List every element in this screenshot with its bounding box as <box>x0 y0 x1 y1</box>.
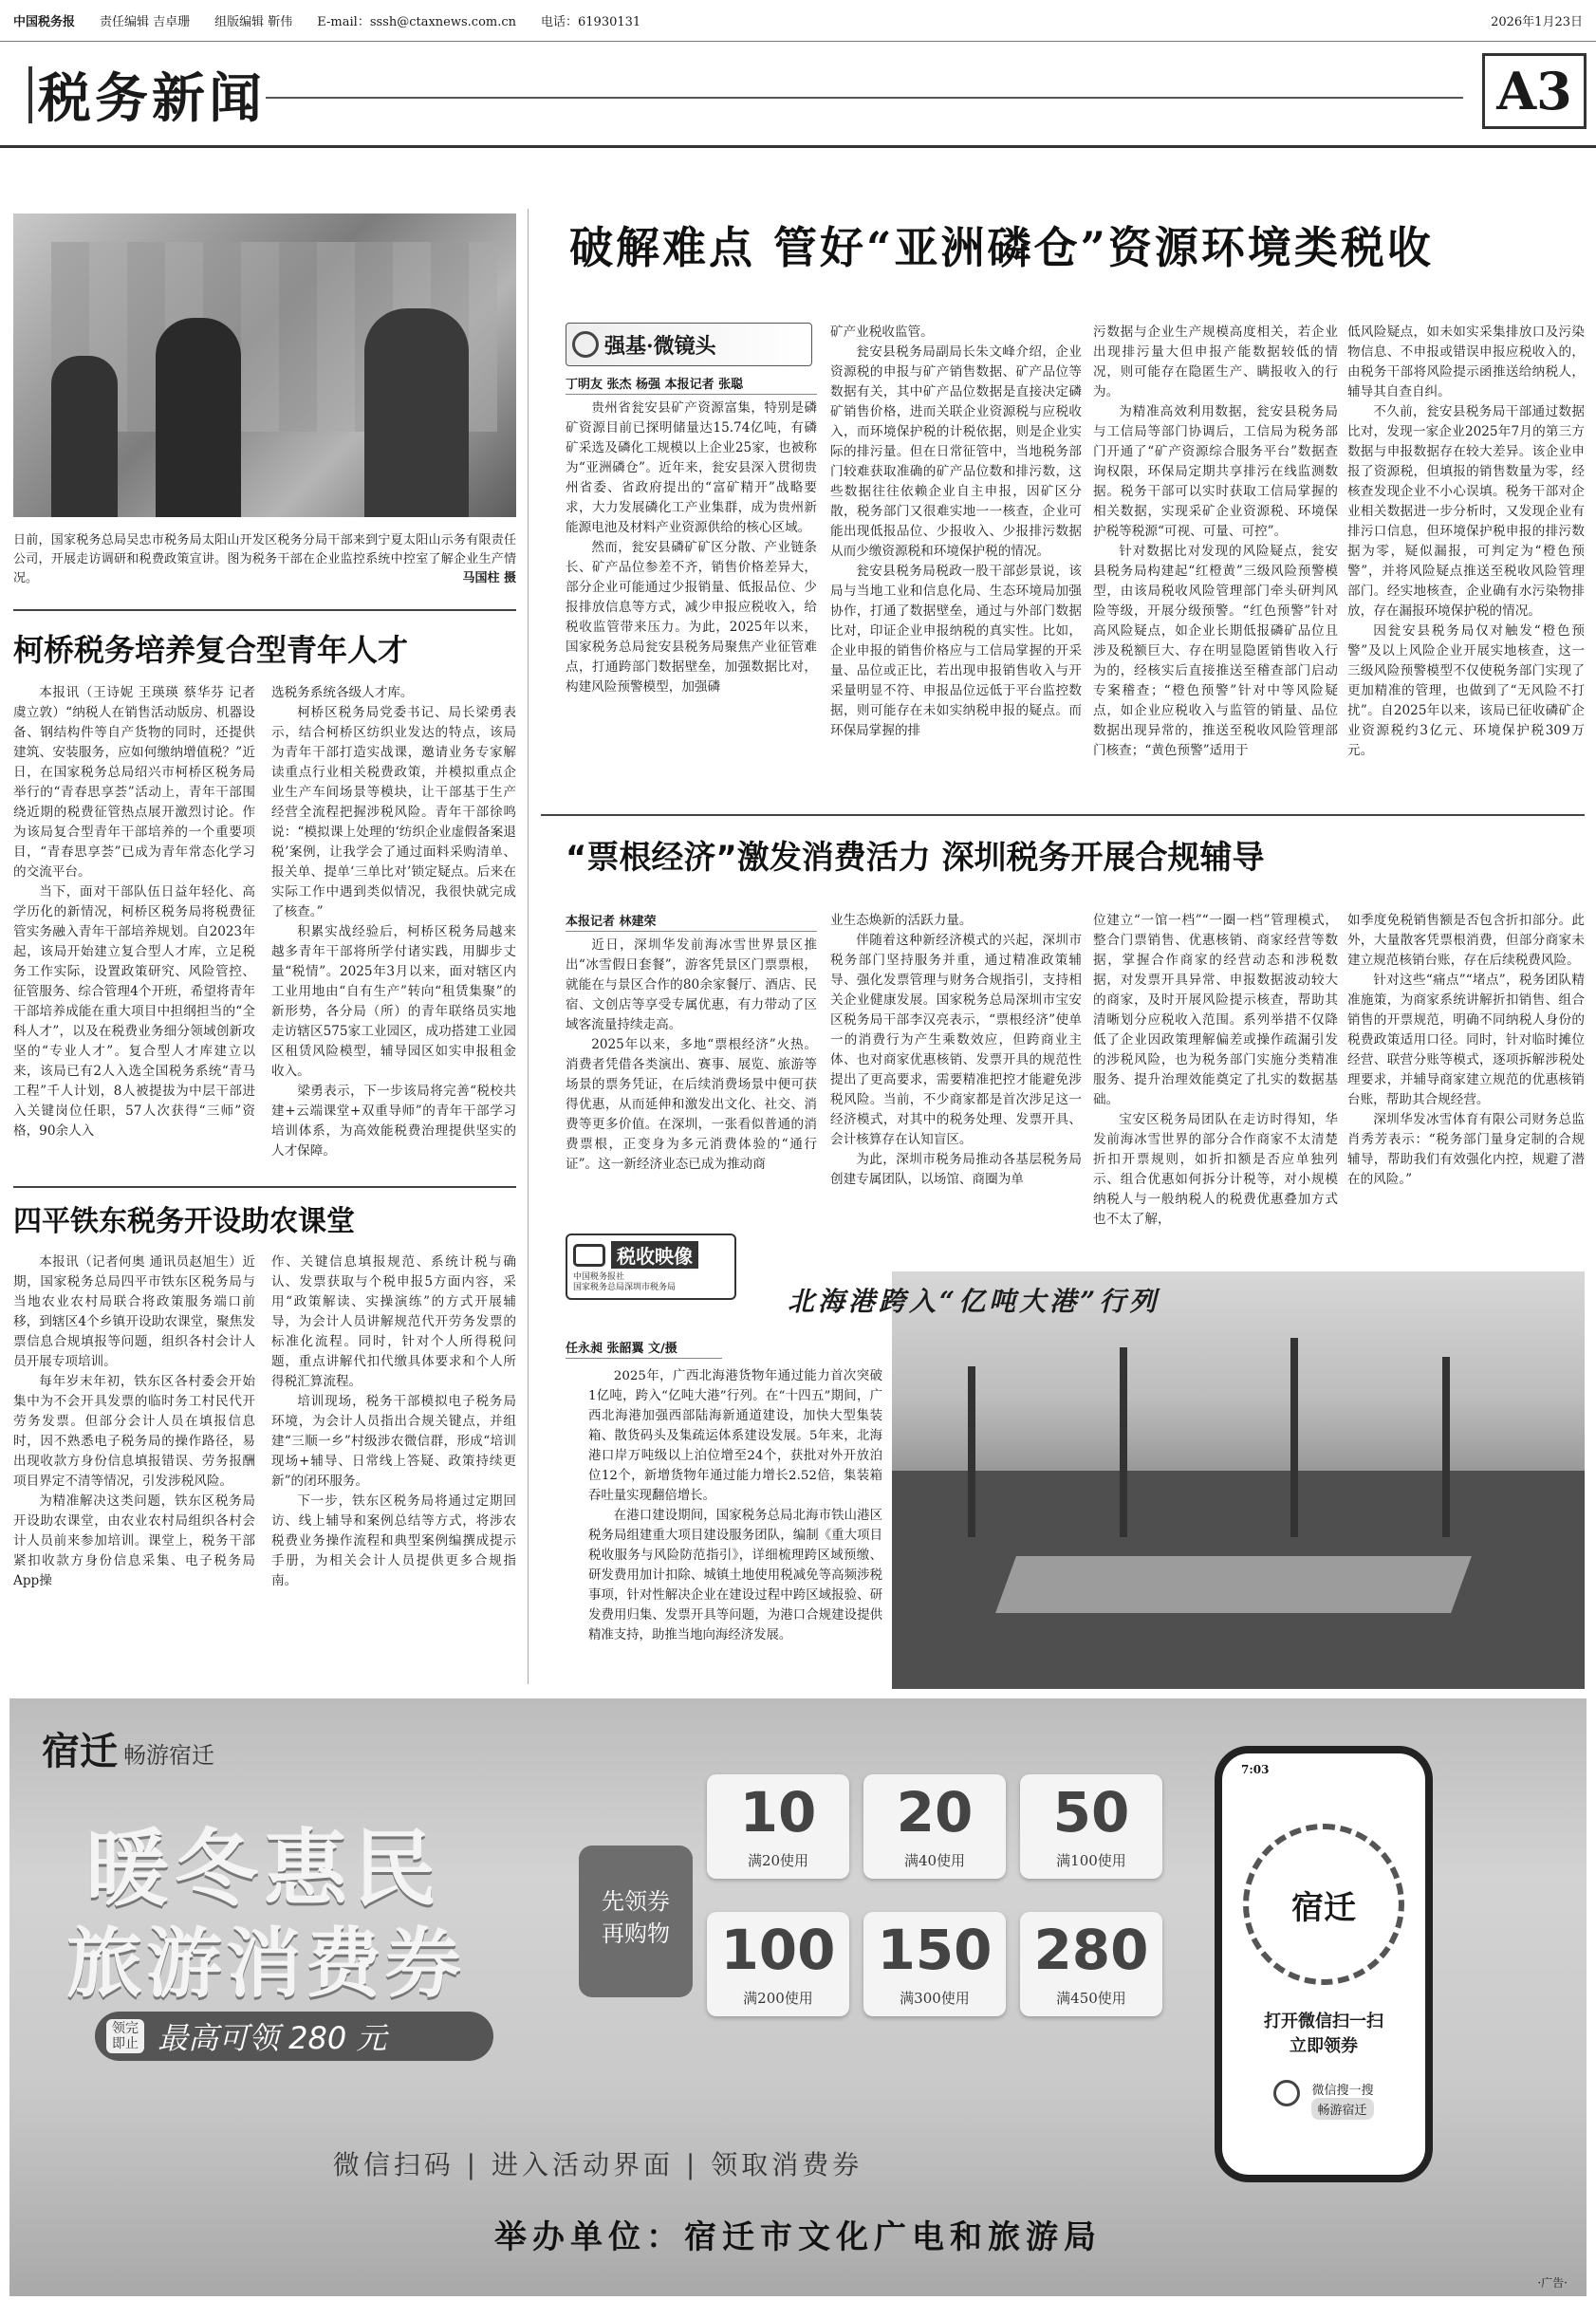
masthead <box>0 0 1596 42</box>
article4-col2 <box>830 911 1082 1211</box>
article3-col4 <box>1347 323 1585 802</box>
phone-search: 微信搜一搜 <box>1311 2084 1374 2098</box>
divider <box>13 609 516 611</box>
coupon-20[interactable] <box>863 1774 1006 1879</box>
ad-lead <box>579 1846 693 1997</box>
coupon-condition: 满20使用 <box>747 1852 809 1869</box>
photo-crane <box>968 1366 975 1537</box>
paragraph: 如季度免税销售额是否包含折扣部分。此外，大量散客凭票根消费，但部分商家未建立规范核销台账，存在后续税费风险。 <box>1347 913 1585 968</box>
photo-tax-visit <box>13 213 516 517</box>
ad-lead-2: 再购物 <box>602 1920 670 1947</box>
ad-title-2: 旅游消费券 <box>66 1920 465 2008</box>
paragraph: 污数据与企业生产规模高度相关，若企业出现排污量大但申报产能数据较低的情况，则可能存在隐匿生产、瞒报收入的行为。 <box>1093 325 1338 399</box>
paragraph: 下一步，铁东区税务局将通过定期回访、线上辅导和案例总结等方式，将涉农税费业务操作流程和典型案例编撰成提示手册，为相关会计人员提供更多合规指南。 <box>271 1493 516 1588</box>
paragraph: 低风险疑点，如未如实采集排放口及污染物信息、不申报或错误申报应税收入的，由税务干部将风险提示函推送给纳税人，辅导其自查自纠。 <box>1347 325 1585 399</box>
column-badge <box>566 323 812 366</box>
section-bar <box>28 66 32 123</box>
coupon-10[interactable] <box>707 1774 849 1879</box>
paragraph: 为精准高效利用数据，瓮安县税务局与工信局等部门协调后，工信局为税务部门开通了“矿产资源综合服务平台”数据查询权限，环保局定期共享排污在线监测数据。税务干部可以实时获取工信局掌握的相关数据，实现采矿企业资源税、环境保护税等税源“可视、可量、可控”。 <box>1093 404 1338 539</box>
paragraph: 2025年，广西北海港货物年通过能力首次突破1亿吨，跨入“亿吨大港”行列。在“十四五”期间，广西北海港加强西部陆海新通道建设，加快大型集装箱、散货码头及集疏运体系建设发展。5年来，北海港口岸万吨级以上泊位增至24个，获批对外开放泊位12个，新增货物年通过能力增长2.52倍，集装箱吞吐量实现翻倍增长。 <box>588 1369 882 1503</box>
column-name: 税收映像 <box>611 1241 698 1269</box>
coupon-condition: 满450使用 <box>1056 1990 1126 2007</box>
coupon-condition: 满100使用 <box>1056 1852 1126 1869</box>
paragraph: 培训现场，税务干部模拟电子税务局环境，为会计人员指出合规关键点，并组建“三顺一乡”村级涉农微信群，形成“培训现场+辅导、日常线上答疑、政策持续更新”的闭环服务。 <box>271 1394 516 1489</box>
paragraph: 伴随着这种新经济模式的兴起，深圳市税务部门坚持服务并重，通过精准政策辅导、强化发票管理与财务合规指引，支持相关企业健康发展。国家税务总局深圳市宝安区税务局干部李汉亮表示，“票根经济”使单一的消费行为产生乘数效应，但跨商业主体、也对商家优惠核销、发票开具的规范性提出了更高要求，需要精准把控才能避免涉税风险。当前，不少商家都是首次涉足这一经济模式，对其中的税务处理、发票开具、会计核算存在认知盲区。 <box>830 933 1082 1147</box>
paragraph: 在港口建设期间，国家税务总局北海市铁山港区税务局组建重大项目建设服务团队，编制《重大项目税收服务与风险防范指引》，详细梳理跨区域预缴、研发费用加计扣除、城镇土地使用税减免等高频涉税事项，针对性解决企业在建设过程中跨区域报验、研发费用归集、发票开具等问题，为港口合规建设提供精准支持，助推当地向海经济发展。 <box>588 1509 882 1642</box>
paragraph: 业生态焕新的活跃力量。 <box>830 913 973 928</box>
coupon-value: 20 <box>896 1780 974 1845</box>
coupon-150[interactable] <box>863 1912 1006 2016</box>
search-icon <box>1273 2080 1300 2106</box>
photo2-title: 北海港跨入“亿吨大港”行列 <box>788 1286 1160 1317</box>
coupon-100[interactable] <box>707 1912 849 2016</box>
phone: 电话：61930131 <box>541 15 641 29</box>
ad-max: 最高可领 280 元 <box>158 2020 387 2056</box>
paragraph: 瓮安县税务局副局长朱文峰介绍，企业资源税的申报与矿产销售数据、矿产品位等数据有关，其中矿产品位数据是直接决定磷矿销售价格，进而关联企业资源税与应税收入，而环境保护税的计税依据，则是企业实际的排污量。但在日常征管中，当地税务部门较难获取准确的矿产品位数和排污数，这些数据往往依赖企业自主申报，因矿区分散，税务部门又很难实地一一核查，企业可能出现低报品位、少报收入、少报排污数据从而少缴资源税和环境保护税的情况。 <box>830 344 1082 559</box>
phone-query: 畅游宿迁 <box>1311 2098 1373 2120</box>
photo-person <box>156 318 241 517</box>
ad-badge: 领完即止 <box>106 2019 144 2053</box>
photo-person <box>364 308 469 517</box>
date: 2026年1月23日 <box>1491 15 1583 29</box>
caption-text: 日前，国家税务总局吴忠市税务局太阳山开发区税务分局干部来到宁夏太阳山示务有限责任公司，开展走访调研和税费政策宣讲。图为税务干部在企业监控系统中控室了解企业生产情况。 <box>13 533 516 585</box>
paragraph: 近日，深圳华发前海冰雪世界景区推出“冰雪假日套餐”，游客凭景区门票票根，就能在与景区合作的80余家餐厅、酒店、民宿、文创店等享受专属优惠，有力带动了区域客流量持续走高。 <box>566 937 817 1032</box>
paragraph: 针对这些“痛点”“堵点”，税务团队精准施策，为商家系统讲解折扣销售、组合销售的开票规范，明确不同纳税人身份的税费政策适用口径。同时，针对临时摊位经营、联营分账等模式，逐项拆解涉税处理要求，并辅导商家建立规范的优惠核销台账，帮助其合规经营。 <box>1347 973 1585 1107</box>
paragraph: 不久前，瓮安县税务局干部通过数据比对，发现一家企业2025年7月的第三方数据与申报数据存在较大差异。该企业申报了资源税，但填报的销售数量为零，经核查发现企业不小心误填。税务干部对企业相关数据进一步分析时，又发现企业有排污口信息，但环境保护税申报的排污数据为零，疑似漏报，可判定为“橙色预警”，并将风险疑点推送至税收风险管理部门。经实地核查，企业确有水污染物排放，存在漏报环境保护税的情况。 <box>1347 404 1585 619</box>
article2-col2 <box>271 1252 516 1679</box>
paragraph: 贵州省瓮安县矿产资源富集，特别是磷矿资源目前已探明储量达15.74亿吨，有磷矿采选及磷化工规模以上企业25家，也被称为“亚洲磷仓”。近年来，瓮安县深入贯彻贵州省委、省政府提出的“富矿精开”战略要求，大力发展磷化工产业集群，成为贵州新能源电池及材料产业资源供给的核心区域。 <box>566 400 817 535</box>
paragraph: 本报讯（记者何奥 通讯员赵旭生）近期，国家税务总局四平市铁东区税务局与当地农业农村局联合将政策服务端口前移，到辖区4个乡镇开设助农课堂，聚焦发票信息合规填报等问题，组织各村会计人员开展专项培训。 <box>13 1254 255 1369</box>
paragraph: 每年岁末年初，铁东区各村委会开始集中为不会开具发票的临时务工村民代开劳务发票。但部分会计人员在填报信息时，因不熟悉电子税务局的操作路径，易出现收款方身份信息填报错误、劳务报酬项目界定不清等情况，引发涉税风险。 <box>13 1374 255 1489</box>
coupon-condition: 满300使用 <box>900 1990 970 2007</box>
photo-port <box>892 1271 1585 1689</box>
article2-col1 <box>13 1252 255 1679</box>
paragraph: 梁勇表示，下一步该局将完善“税校共建+云端课堂+双重导师”的青年干部学习培训体系，为高效能税费治理提供坚实的人才保障。 <box>271 1084 516 1159</box>
article1-col1 <box>13 683 255 1177</box>
coupon-value: 150 <box>877 1918 993 1982</box>
photo-person <box>51 356 118 517</box>
paragraph: 为精准解决这类问题，铁东区税务局开设助农课堂，由农业农村局组织各村会计人员前来参加培训。课堂上，税务干部紧扣收款方身份信息采集、电子税务局App操 <box>13 1493 255 1588</box>
photo1-caption <box>13 531 516 588</box>
divider <box>541 814 1585 816</box>
paragraph: 本报讯（王诗妮 王瑛瑛 蔡华芬 记者虞立敦）“纳税人在销售活动版房、机器设备、钢结构件等自产货物的同时，还提供建筑、安装服务，应如何缴纳增值税？”近日，在国家税务总局绍兴市柯桥区税务局举行的“青春思享荟”活动上，青年干部围绕近期的税费征管热点展开激烈讨论。作为该局复合型青年干部培养的一个重要项目，“青春思享荟”已成为青年常态化学习的交流平台。 <box>13 685 255 880</box>
article1-col2 <box>271 683 516 1177</box>
paragraph: 深圳华发冰雪体育有限公司财务总监肖秀芳表示：“税务部门量身定制的合规辅导，帮助我们有效强化内控，规避了潜在的风险。” <box>1347 1112 1585 1187</box>
article3-title: 破解难点 管好“亚洲磷仓”资源环境类税收 <box>569 222 1434 273</box>
article4-title: “票根经济”激发消费活力 深圳税务开展合规辅导 <box>566 839 1265 877</box>
section-rule <box>266 97 1463 99</box>
photo-crane <box>1120 1347 1127 1537</box>
coupon-value: 50 <box>1052 1780 1130 1845</box>
paper-name: 中国税务报 <box>13 15 76 29</box>
photo2-byline: 任永昶 张韶翼 文/摄 <box>566 1338 722 1359</box>
paragraph: 宝安区税务局团队在走访时得知，华发前海冰雪世界的部分合作商家不太清楚折扣开票规则，如折扣额是否应单独列示、组合优惠如何拆分计税等，对小规模纳税人与一般纳税人的税费优惠叠加方式也不太了解， <box>1093 1112 1338 1227</box>
photo2-caption <box>588 1366 882 1645</box>
coupon-value: 100 <box>720 1918 836 1982</box>
column-name: 强基·微镜头 <box>604 333 716 359</box>
ad-host: 举办单位：宿迁市文化广电和旅游局 <box>494 2218 1102 2256</box>
paragraph: 瓮安县税务局税政一股干部彭景说，该局与当地工业和信息化局、生态环境局加强协作，打通了数据壁垒，通过与外部门数据比对，印证企业申报纳税的真实性。比如，企业申报的销售价格应与工信局掌握的开采量、品位或正比，若出现申报销售收入与开采量明显不符、申报品位远低于平台监控数据，则可能存在未如实纳税申报的疑点。而环保局掌握的排 <box>830 564 1082 738</box>
divider <box>13 1186 516 1188</box>
article4-col4 <box>1347 911 1585 1211</box>
paragraph: 积累实战经验后，柯桥区税务局越来越多青年干部将所学付诸实践，用脚步丈量“税情”。2025年3月以来，面对辖区内工业用地由“自有生产”转向“租赁集聚”的新形势，各分局（所）的青年联络员实地走访辖区575家工业园区，成功搭建工业园区租赁风险模型，辅导园区如实申报租金收入。 <box>271 924 516 1079</box>
page-number: A3 <box>1482 53 1587 129</box>
email: E-mail：sssh@ctaxnews.com.cn <box>317 15 517 29</box>
photo-crane <box>1442 1357 1450 1537</box>
article4-col3 <box>1093 911 1338 1227</box>
ad-steps: 微信扫码 | 进入活动界面 | 领取消费券 <box>332 2149 863 2180</box>
phone-go: 立即领券 <box>1290 2036 1358 2056</box>
paragraph: 选税务系统各级人才库。 <box>271 685 414 700</box>
ad-max-bar <box>95 2012 493 2061</box>
paragraph: 当下，面对干部队伍日益年轻化、高学历化的新情况，柯桥区税务局将税费征管实务融入青年干部培养规划。自2023年起，该局开始建立复合型人才库，立足税务工作实际，设置政策研究、风险管控、征管服务、综合管理4个开班，希望将青年干部培养成能在重大项目中担纲担当的“全科人才”，以及在税费业务细分领域创新攻坚的“专业人才”。复合型人才库建立以来，该局已有2人入选全国税务系统“青马工程”千人计划，8人被提拔为中层干部进入关键岗位任职，57人次获得“三师”资格，90余人入 <box>13 884 255 1139</box>
ad-tag: ·广告· <box>1537 2276 1568 2290</box>
coupon-condition: 满200使用 <box>743 1990 813 2007</box>
layout-editor: 组版编辑 靳伟 <box>214 15 293 29</box>
coupon-value: 280 <box>1033 1918 1149 1982</box>
org-sub: 国家税务总局深圳市税务局 <box>573 1283 677 1292</box>
phone-mockup <box>1215 1746 1433 2182</box>
article3-col1 <box>566 399 817 802</box>
column-divider <box>528 209 529 1684</box>
advertisement <box>9 1698 1587 2296</box>
article4-byline: 本报记者 林建荣 <box>566 911 817 932</box>
paragraph: 针对数据比对发现的风险疑点，瓮安县税务局构建起“红橙黄”三级风险预警模型，由该局税收风险管理部门牵头研判风险等级，开展分级预警。“红色预警”针对高风险疑点，如企业长期低报磷矿品位且涉及税额巨大、存在明显隐匿销售收入行为的，经核实后直接推送至稽查部门启动专案稽查；“橙色预警”针对中等风险疑点，如企业应税收入与监管的销量、品位数据出现异常的，推送至税收风险管理部门核查；“黄色预警”适用于 <box>1093 544 1338 758</box>
photo-crane <box>1290 1338 1298 1537</box>
article1-title: 柯桥税务培养复合型青年人才 <box>13 632 409 668</box>
section-header <box>0 44 1596 148</box>
phone-time: 7:03 <box>1241 1763 1270 1776</box>
article2-title: 四平铁东税务开设助农课堂 <box>13 1205 355 1238</box>
editor: 责任编辑 吉卓珊 <box>100 15 191 29</box>
article3-col3 <box>1093 323 1338 802</box>
ad-brand: 宿迁 <box>42 1729 118 1773</box>
paragraph: 因瓮安县税务局仅对触发“橙色预警”及以上风险企业开展实地核查，这一三级风险预警模型不仅使税务部门实现了更加精准的管理，也做到了“无风险不打扰”。自2025年以来，该局已征收磷矿企业资源税约3亿元、环境保护税309万元。 <box>1347 623 1585 758</box>
ad-title-1: 暖冬惠民 <box>85 1820 443 1918</box>
phone-scan: 打开微信扫一扫 <box>1264 2012 1383 2031</box>
photo-credit: 马国柱 摄 <box>462 571 516 585</box>
coupon-50[interactable] <box>1020 1774 1162 1879</box>
article4-col1 <box>566 936 817 1211</box>
film-icon <box>572 331 599 358</box>
column-badge-photo <box>566 1233 736 1300</box>
paragraph: 位建立“一馆一档”“一圈一档”管理模式，整合门票销售、优惠核销、商家经营等数据，掌握合作商家的经营动态和涉税数据，对发票开具异常、申报数据波动较大的商家，及时开展风险提示核查，帮助其清晰划分应税收入范围。系列举措不仅降低了企业因政策理解偏差或操作疏漏引发的涉税风险，也为税务部门实施分类精准服务、提升治理效能奠定了扎实的数据基础。 <box>1093 913 1338 1107</box>
camera-icon <box>573 1244 605 1267</box>
coupon-condition: 满40使用 <box>903 1852 966 1869</box>
coupon-280[interactable] <box>1020 1912 1162 2016</box>
article3-col2 <box>830 323 1082 802</box>
qr-code-icon[interactable] <box>1243 1824 1404 1985</box>
ad-lead-1: 先领券 <box>602 1888 670 1915</box>
photo-ship <box>995 1556 1472 1613</box>
section-title: 税务新闻 <box>38 68 266 130</box>
paragraph: 为此，深圳市税务局推动各基层税务局创建专属团队，以场馆、商圈为单 <box>830 1152 1082 1187</box>
paragraph: 矿产业税收监管。 <box>830 325 934 340</box>
ad-slogan: 畅游宿迁 <box>123 1742 214 1769</box>
coupon-value: 10 <box>739 1780 817 1845</box>
article3-byline: 丁明友 张杰 杨强 本报记者 张聪 <box>566 374 817 395</box>
org-name: 中国税务报社 <box>573 1272 625 1282</box>
paragraph: 柯桥区税务局党委书记、局长梁勇表示，结合柯桥区纺织业发达的特点，该局为青年干部打造实战课，邀请业务专家解读重点行业相关税费政策，并模拟重点企业生产车间场景等模块，让干部基于生产经营全流程把握涉税风险。青年干部徐鸣说：“模拟课上处理的‘纺织企业虚假备案退税’案例，让我学会了通过面料采购清单、报关单、提单‘三单比对’锁定疑点。后来在实际工作中遇到类似情况，我很快就完成了核查。” <box>271 705 516 919</box>
paragraph: 然而，瓮安县磷矿矿区分散、产业链条长、矿产品位参差不齐，销售价格差异大，部分企业可能通过少报销量、低报品位、少报排放信息等方式，减少申报应税收入，给税收监管带来压力。为此，2025年以来，国家税务总局瓮安县税务局聚焦产业征管难点，打通跨部门数据壁垒，加强数据比对，构建风险预警模型，加强磷 <box>566 540 817 695</box>
paragraph: 2025年以来，多地“票根经济”火热。消费者凭借各类演出、赛事、展览、旅游等场景的票务凭证，在后续消费场景中便可获得优惠，从而延伸和激发出文化、社交、消费等更多价值。在深圳，一张看似普通的消费票根，正变身为多元消费体验的“通行证”。这一新经济业态已成为推动商 <box>566 1037 817 1172</box>
paragraph: 作、关键信息填报规范、系统计税与确认、发票获取与个税申报5方面内容，采用“政策解读、实操演练”的方式开展辅导，为会计人员讲解规范代开劳务发票的标准化流程。同时，针对个人所得税问题，重点讲解代扣代缴具体要求和个人所得税汇算流程。 <box>271 1254 516 1389</box>
qr-brand: 宿迁 <box>1291 1888 1356 1927</box>
